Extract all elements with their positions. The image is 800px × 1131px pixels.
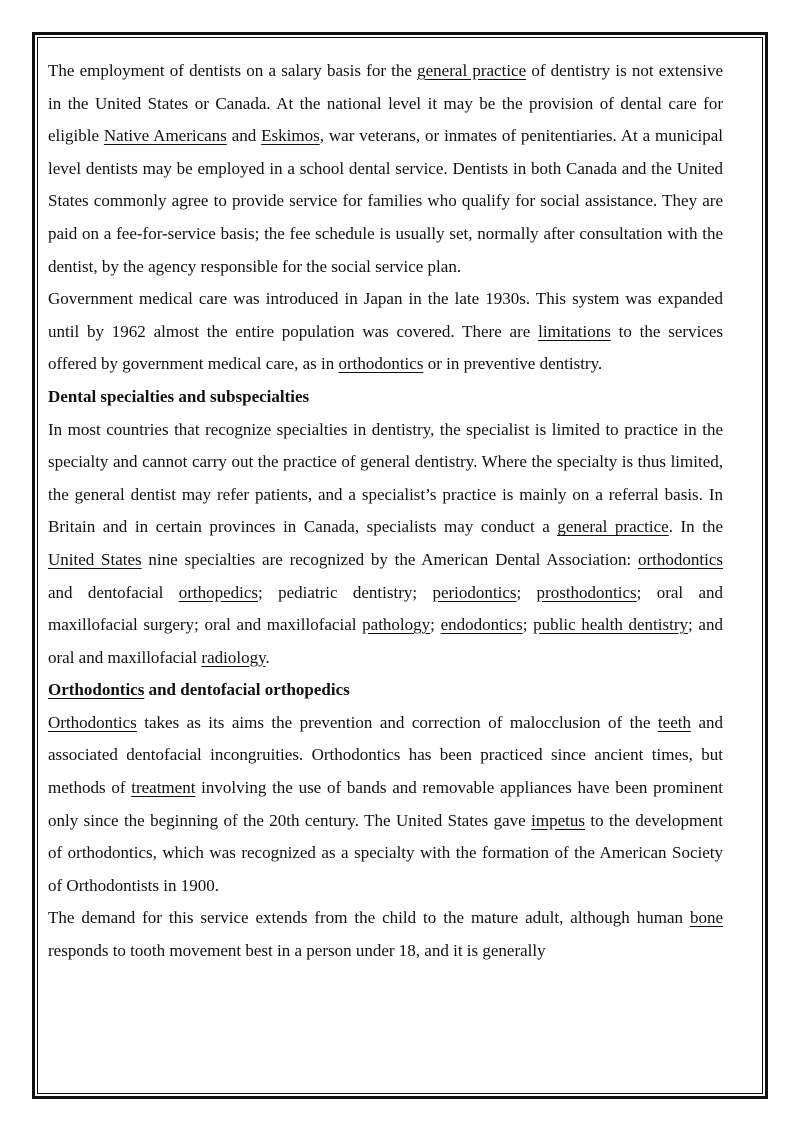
text: . (265, 647, 270, 667)
text: takes as its aims the prevention and correction of malocclusion of the (136, 712, 658, 732)
text: The demand for this service extends from the child to the mature adult, although human (48, 908, 690, 928)
text: ; and oral and maxillofacial (48, 615, 723, 667)
text: of dentistry is not extensive in the United States or Canada. At the national level it may be the provision of dental care for eligible (48, 61, 723, 146)
link-orthodontics[interactable]: orthodontics (637, 549, 723, 569)
link-orthodontics-heading[interactable]: Orthodontics (48, 680, 145, 700)
link-impetus[interactable]: impetus (531, 810, 585, 830)
link-limitations[interactable]: limitations (538, 321, 611, 341)
link-periodontics[interactable]: periodontics (432, 582, 517, 602)
link-treatment[interactable]: treatment (131, 778, 196, 798)
text: ; pediatric dentistry; (258, 582, 433, 602)
link-public-health-dentistry[interactable]: public health dentistry (533, 615, 689, 635)
text: ; (522, 615, 534, 635)
text: ; (430, 615, 441, 635)
document-body (48, 55, 723, 968)
link-native-americans[interactable]: Native Americans (103, 126, 227, 146)
link-pathology[interactable]: pathology (362, 615, 431, 635)
text: involving the use of bands and removable appliances have been prominent only since the beginning of the 20th century. The United States gave (48, 778, 723, 830)
paragraph-orthodontics-aims (48, 707, 723, 903)
link-endodontics[interactable]: endodontics (440, 615, 523, 635)
link-orthodontics[interactable]: orthodontics (338, 354, 424, 374)
text: and associated dentofacial incongruities. Orthodontics has been practiced since ancient times, but methods of (48, 712, 723, 798)
heading-dental-specialties: Dental specialties and subspecialties (48, 386, 310, 406)
text: and dentofacial (48, 582, 179, 602)
paragraph-japan-care (48, 283, 723, 381)
text: to the development of orthodontics, which was recognized as a specialty with the formation of the American Society of Orthodontists in 1900. (48, 810, 723, 895)
link-eskimos[interactable]: Eskimos (261, 126, 320, 146)
text: ; oral and maxillofacial surgery; oral and maxillofacial (48, 582, 724, 635)
text: responds to tooth movement best in a person under 18, and it is generally (48, 941, 546, 961)
link-prosthodontics[interactable]: prosthodontics (536, 582, 637, 602)
link-united-states[interactable]: United States (48, 549, 142, 569)
text: ; (516, 582, 537, 602)
text: to the services offered by government medical care, as in (48, 321, 724, 374)
text: nine specialties are recognized by the American Dental Association: (141, 549, 638, 569)
text: . In the (668, 517, 724, 537)
text: , war veterans, or inmates of penitentiaries. At a municipal level dentists may be employed in a school dental service. Dentists in both Canada and the United States commonly agree to provide service for families who qualify for social assistance. They are paid on a fee-for-service basis; the fee schedule is usually set, normally after consultation with the dentist, by the agency responsible for the social service plan. (48, 126, 724, 276)
text: and dentofacial orthopedics (144, 680, 350, 700)
paragraph-demand (48, 902, 723, 967)
heading-orthodontics (48, 674, 723, 707)
link-general-practice[interactable]: general practice (417, 61, 527, 80)
text: and (226, 126, 262, 146)
paragraph-salary-employment (48, 55, 723, 283)
paragraph-specialties (48, 414, 723, 675)
text: or in preventive dentistry. (423, 354, 603, 374)
link-general-practice[interactable]: general practice (557, 517, 669, 537)
link-bone[interactable]: bone (689, 908, 723, 928)
link-orthodontics[interactable]: Orthodontics (48, 712, 137, 732)
text: Government medical care was introduced in Japan in the late 1930s. This system was expanded until by 1962 almost the entire population was covered. There are (48, 289, 723, 341)
text: The employment of dentists on a salary basis for the (48, 61, 418, 80)
link-teeth[interactable]: teeth (657, 712, 691, 732)
link-orthopedics[interactable]: orthopedics (178, 582, 259, 602)
link-radiology[interactable]: radiology (201, 647, 266, 667)
text: In most countries that recognize specialties in dentistry, the specialist is limited to practice in the specialty and cannot carry out the practice of general dentistry. Where the specialty is thus limited, the general dentist may refer patients, and a specialist’s practice is mainly on a referral basis. In Britain and in certain provinces in Canada, specialists may conduct a (48, 419, 723, 537)
